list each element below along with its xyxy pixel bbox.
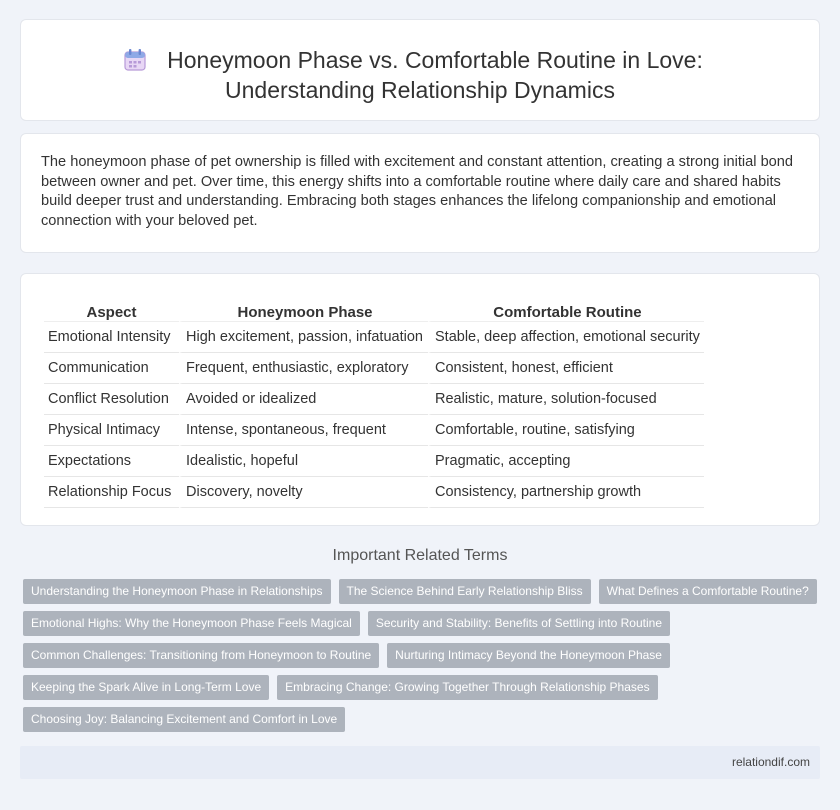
comparison-table	[44, 298, 704, 508]
table-row	[44, 477, 704, 508]
table-cell: Expectations	[44, 446, 179, 477]
related-term-tag[interactable]: The Science Behind Early Relationship Bliss	[339, 579, 591, 604]
table-cell: Avoided or idealized	[179, 384, 428, 415]
column-header-routine: Comfortable Routine	[428, 298, 704, 322]
table-cell: Pragmatic, accepting	[428, 446, 704, 477]
table-row	[44, 322, 704, 353]
table-cell: Discovery, novelty	[179, 477, 428, 508]
related-term-tag[interactable]: Security and Stability: Benefits of Settling into Routine	[368, 611, 670, 636]
related-term-tag[interactable]: Common Challenges: Transitioning from Honeymoon to Routine	[23, 643, 379, 668]
table-cell: Idealistic, hopeful	[179, 446, 428, 477]
column-header-honeymoon: Honeymoon Phase	[179, 298, 428, 322]
table-cell: Stable, deep affection, emotional security	[428, 322, 704, 353]
related-terms-title: Important Related Terms	[332, 547, 508, 564]
page-title-line2: Understanding Relationship Dynamics	[225, 77, 615, 103]
header-card	[20, 19, 820, 121]
related-term-tag[interactable]: Understanding the Honeymoon Phase in Relationships	[23, 579, 331, 604]
table-cell: Frequent, enthusiastic, exploratory	[179, 353, 428, 384]
table-cell: Emotional Intensity	[44, 322, 179, 353]
table-header-row	[44, 298, 704, 322]
intro-card	[20, 133, 820, 253]
table-cell: Relationship Focus	[44, 477, 179, 508]
table-cell: Communication	[44, 353, 179, 384]
column-header-aspect: Aspect	[44, 298, 179, 322]
table-cell: Consistency, partnership growth	[428, 477, 704, 508]
page-title	[137, 45, 703, 105]
table-cell: Physical Intimacy	[44, 415, 179, 446]
related-term-tag[interactable]: Nurturing Intimacy Beyond the Honeymoon Phase	[387, 643, 670, 668]
table-row	[44, 415, 704, 446]
table-cell: High excitement, passion, infatuation	[179, 322, 428, 353]
related-term-tag[interactable]: Emotional Highs: Why the Honeymoon Phase Feels Magical	[23, 611, 360, 636]
table-row	[44, 353, 704, 384]
table-row	[44, 384, 704, 415]
related-term-tag[interactable]: Choosing Joy: Balancing Excitement and Comfort in Love	[23, 707, 345, 732]
table-cell: Consistent, honest, efficient	[428, 353, 704, 384]
table-row	[44, 446, 704, 477]
intro-text: The honeymoon phase of pet ownership is filled with excitement and constant attention, creating a strong initial bond between owner and pet. Over time, this energy shifts into a comfortable routine where daily care and shared habits build deeper trust and understanding. Embracing both stages enhances the lifelong companionship and emotional connection with your beloved pet.	[41, 154, 794, 229]
related-terms-list	[23, 579, 823, 739]
table-cell: Realistic, mature, solution-focused	[428, 384, 704, 415]
page-title-line1: Honeymoon Phase vs. Comfortable Routine in Love:	[167, 47, 703, 73]
table-cell: Conflict Resolution	[44, 384, 179, 415]
table-cell: Comfortable, routine, satisfying	[428, 415, 704, 446]
footer-site-link[interactable]: relationdif.com	[731, 755, 810, 769]
footer	[20, 746, 820, 779]
table-cell: Intense, spontaneous, frequent	[179, 415, 428, 446]
related-term-tag[interactable]: What Defines a Comfortable Routine?	[599, 579, 817, 604]
comparison-table-card	[20, 273, 820, 526]
related-term-tag[interactable]: Keeping the Spark Alive in Long-Term Love	[23, 675, 269, 700]
related-term-tag[interactable]: Embracing Change: Growing Together Through Relationship Phases	[277, 675, 657, 700]
